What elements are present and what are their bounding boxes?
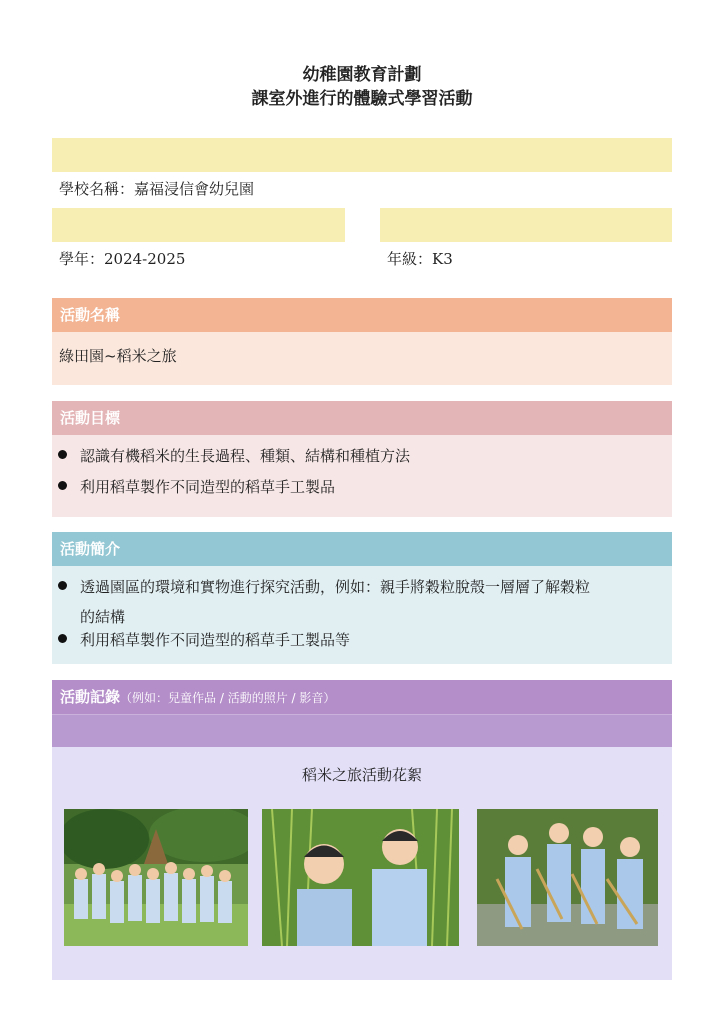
gallery-title: 稻米之旅活動花絮 [301,766,422,784]
bullet-icon [58,634,67,643]
record-heading-note: （例如：兒童作品 / 活動的照片 / 影音） [120,691,336,705]
straw-craft-photo-image [477,809,658,946]
rice-field-photo-image [262,809,459,946]
objectives-heading: 活動目標 [52,401,672,435]
school-year: 學年：2024-2025 [59,250,186,268]
doc-subtitle: 課室外進行的體驗式學習活動 [251,89,473,109]
record-subbar [52,714,672,747]
doc-title: 幼稚園教育計劃 [302,65,422,85]
group-photo-image [64,809,248,946]
bullet-icon [58,450,67,459]
record-heading-label: 活動記錄 [60,688,121,706]
activity-name-value: 綠田園~稻米之旅 [59,347,177,365]
school-name: 學校名稱：嘉福浸信會幼兒園 [59,180,255,198]
rice-field-photo [262,809,459,946]
record-heading [52,680,672,714]
group-photo [64,809,248,946]
school-field-bar [52,138,672,172]
grade-level: 年級：K3 [387,250,453,268]
activity-name-heading: 活動名稱 [52,298,672,332]
grade-field-bar [380,208,672,242]
bullet-icon [58,581,67,590]
summary-heading: 活動簡介 [52,532,672,566]
straw-craft-photo [477,809,658,946]
bullet-icon [58,481,67,490]
year-field-bar [52,208,345,242]
